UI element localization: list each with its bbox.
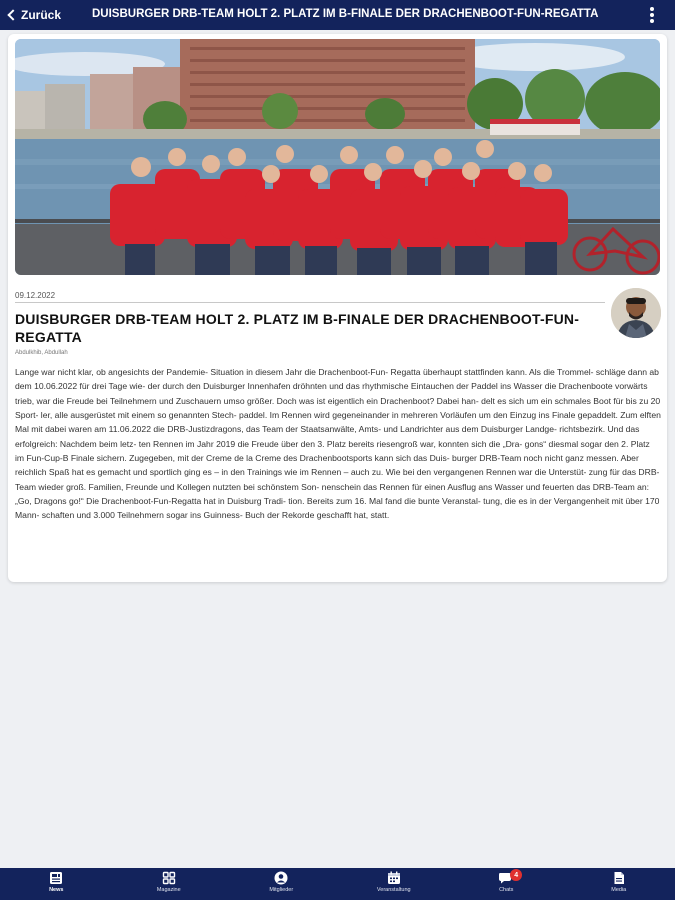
nav-item-news[interactable] [0,868,113,900]
calendar-icon [387,871,401,885]
unread-chats-badge: 4 [510,869,522,881]
back-button-label: Zurück [21,8,62,22]
article-card [8,34,667,582]
back-button[interactable] [6,5,61,25]
nav-label: Media [611,887,627,893]
nav-item-events[interactable] [338,868,451,900]
page-title: DUISBURGER DRB-TEAM HOLT 2. PLATZ IM B-FINALE DER DRACHENBOOT-FUN-REGATTA [92,8,599,20]
chevron-left-icon [7,9,18,20]
bottom-navigation [0,868,675,900]
nav-item-chats[interactable] [450,868,563,900]
members-icon [274,871,288,885]
author-avatar[interactable] [611,288,661,338]
magazine-icon [162,871,176,885]
article-date: 09.12.2022 [15,291,56,300]
news-icon [49,871,63,885]
divider [15,302,605,303]
article-photo [15,39,660,275]
article-author: Abdulkhib, Abdullah [15,350,68,356]
nav-item-members[interactable] [225,868,338,900]
nav-item-magazine[interactable] [113,868,226,900]
nav-label: Chats [499,887,514,893]
nav-item-media[interactable] [563,868,675,900]
media-icon [612,871,626,885]
article-body: Lange war nicht klar, ob angesichts der Pandemie- Situation in diesem Jahr die Drachenboot-Fun- Regatta überhaupt stattfinden kann. Als die Trommel- schläge dann ab dem 10.06.2022 für drei Tage wie- der durch den Duisburger Innenhafen dröhnten und das rhythmische Eintauchen der Paddel ins Wasser die Drachenboote vorwärts trieb, war die Freude bei Teilnehmern und Zuschauern umso größer. Doch was ist eigentlich ein Drachenboot? Dabei han- delt es sich um ein schmales Boot für bis zu 20 Sport- ler, alle ausgerüstet mit einem so genannten Stech- paddel. Im Rennen wird gegeneinander in mehreren Vorläufen um den Einzug ins Finale gepaddelt. Zum elften Mal mit dabei waren am 11.06.2022 die DRB-Justizdragons, das Team der Staatsanwälte, Amts- und Landrichter aus dem Duisburger Landge- richtsbezirk. Und das erfolgreich: Nachdem beim letz- ten Rennen im Jahr 2019 die Freude über den 3. Platz bereits riesengroß war, konnten sich die „Dra- gons“ diesmal sogar den 2. Platz im Fun-Cup-B Finale sichern. Zugegeben, mit der Creme de la Creme des Drachenbootsports kann sich das Duis- burger DRB-Team noch nicht ganz messen. Aber reichlich Spaß hat es gemacht und sportlich ging es – in den Trainings wie im Rennen – auch zu. Wie bei den vergangenen Rennen war die Unterstüt- zung für das DRB-Team wieder groß. Familien, Freunde und Kollegen nutzten bei schönstem Son- nenschein das Rennen für einen Ausflug ans Wasser und feuerten das DRB-Team an: „Go, Dragons go!“ Die Drachenboot-Fun-Regatta hat in Duisburg Tradi- tion. Bereits zum 16. Mal fand die bunte Veranstal- tung, die es in der Vergangenheit mit über 170 Mann- schaften und 3.000 Teilnehmern sogar ins Guinness- Buch der Rekorde geschafft hat, statt. [15,367,661,521]
nav-label: Magazine [156,887,181,893]
top-app-bar [0,0,675,30]
nav-label: News [49,887,64,893]
kebab-menu-icon[interactable] [649,7,655,23]
nav-label: Mitglieder [269,887,294,893]
article-title: DUISBURGER DRB-TEAM HOLT 2. PLATZ IM B-FINALE DER DRACHENBOOT-FUN-REGATTA [15,311,580,345]
nav-label: Veranstaltung [376,887,411,893]
